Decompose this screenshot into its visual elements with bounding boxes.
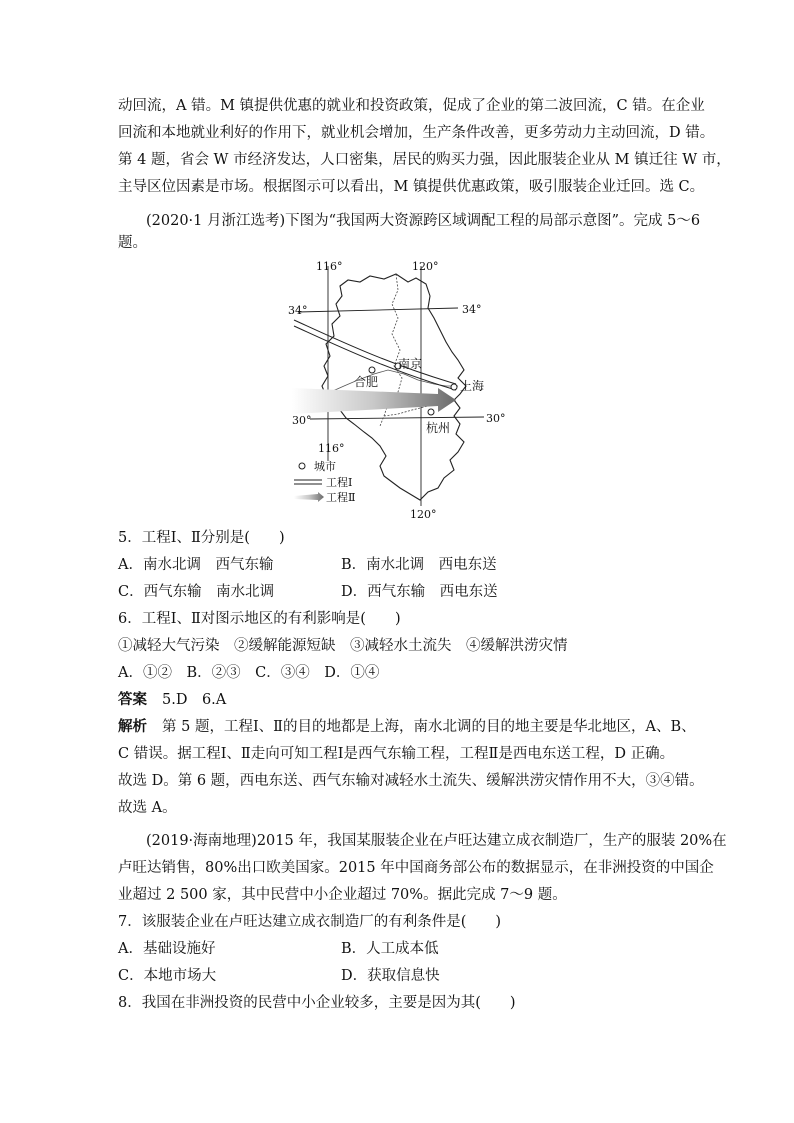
label-120-bottom: 120° bbox=[410, 508, 437, 521]
label-30-left: 30° bbox=[292, 414, 312, 427]
legend-project-2-icon bbox=[294, 492, 324, 502]
intro-line-3: 第 4 题，省会 W 市经济发达，人口密集，居民的购买力强，因此服装企业从 M 镇迁往 W 市， bbox=[118, 152, 731, 168]
legend-city-icon bbox=[299, 463, 305, 469]
label-shanghai: 上海 bbox=[460, 379, 485, 393]
resource-transfer-map bbox=[288, 256, 518, 522]
answer-label: 答案 bbox=[118, 691, 147, 708]
q5-option-a: A．南水北调 西气东输 bbox=[118, 557, 274, 573]
q79-stem-line-3: 业超过 2 500 家，其中民营中小企业超过 70%。据此完成 7～9 题。 bbox=[118, 887, 567, 903]
q5-option-d: D．西气东输 西电东送 bbox=[341, 584, 498, 600]
q6-stem: 6．工程Ⅰ、Ⅱ对图示地区的有利影响是( ) bbox=[118, 611, 401, 627]
q5-option-c: C．西气东输 南水北调 bbox=[118, 584, 275, 600]
legend-project-1-label: 工程Ⅰ bbox=[326, 476, 353, 489]
legend-city-label: 城市 bbox=[314, 460, 336, 473]
label-nanjing: 南京 bbox=[398, 357, 423, 371]
label-34-left: 34° bbox=[288, 304, 308, 317]
label-30-right: 30° bbox=[486, 412, 506, 425]
intro-line-2: 回流和本地就业利好的作用下，就业机会增加，生产条件改善，更多劳动力主动回流，D 错。 bbox=[118, 125, 715, 141]
answer-text: 5.D 6.A bbox=[162, 692, 227, 708]
q7-option-c: C．本地市场大 bbox=[118, 968, 217, 984]
q6-items: ①减轻大气污染 ②缓解能源短缺 ③减轻水土流失 ④缓解洪涝灾情 bbox=[118, 638, 568, 654]
analysis-line-4: 故选 A。 bbox=[118, 800, 177, 816]
city-shanghai-icon bbox=[451, 384, 457, 390]
q7-stem: 7．该服装企业在卢旺达建立成衣制造厂的有利条件是( ) bbox=[118, 914, 502, 930]
q5-stem: 5．工程Ⅰ、Ⅱ分别是( ) bbox=[118, 530, 285, 546]
label-hangzhou: 杭州 bbox=[426, 421, 451, 435]
q56-stem-line-2: 题。 bbox=[118, 235, 147, 251]
analysis-line-3: 故选 D。第 6 题，西电东送、西气东输对减轻水土流失、缓解洪涝灾情作用不大，③④错。 bbox=[118, 773, 704, 789]
q8-stem: 8．我国在非洲投资的民营中小企业较多，主要是因为其( ) bbox=[118, 995, 516, 1011]
q56-stem-line-1: (2020·1 月浙江选考)下图为“我国两大资源跨区域调配工程的局部示意图”。完成 5～6 bbox=[146, 213, 701, 229]
intro-line-1: 动回流，A 错。M 镇提供优惠的就业和投资政策，促成了企业的第二波回流，C 错。在企业 bbox=[118, 98, 705, 114]
label-hefei: 合肥 bbox=[354, 375, 379, 389]
q7-option-d: D．获取信息快 bbox=[341, 968, 440, 984]
analysis-line-1: 第 5 题，工程Ⅰ、Ⅱ的目的地都是上海，南水北调的目的地主要是华北地区，A、B、 bbox=[162, 719, 696, 735]
q7-option-a: A．基础设施好 bbox=[118, 941, 216, 957]
q79-stem-line-1: (2019·海南地理)2015 年，我国某服装企业在卢旺达建立成衣制造厂，生产的服装 20%在 bbox=[146, 833, 727, 849]
intro-line-4: 主导区位因素是市场。根据图示可以看出，M 镇提供优惠政策，吸引服装企业迁回。选 C。 bbox=[118, 179, 705, 195]
label-116-bottom: 116° bbox=[318, 442, 345, 455]
parallel-34 bbox=[298, 308, 458, 312]
label-116-top: 116° bbox=[316, 260, 343, 273]
analysis-label: 解析 bbox=[118, 718, 147, 735]
q6-options: A．①② B．②③ C．③④ D．①④ bbox=[118, 665, 380, 681]
city-hefei-icon bbox=[369, 367, 375, 373]
q5-option-b: B．南水北调 西电东送 bbox=[341, 557, 497, 573]
label-34-right: 34° bbox=[462, 303, 482, 316]
q7-option-b: B．人工成本低 bbox=[341, 941, 439, 957]
city-hangzhou-icon bbox=[428, 409, 434, 415]
legend-project-2-label: 工程Ⅱ bbox=[326, 491, 356, 504]
q79-stem-line-2: 卢旺达销售，80%出口欧美国家。2015 年中国商务部公布的数据显示，在非洲投资的中国企 bbox=[118, 860, 714, 876]
label-120-top: 120° bbox=[412, 260, 439, 273]
analysis-line-2: C 错误。据工程Ⅰ、Ⅱ走向可知工程Ⅰ是西气东输工程，工程Ⅱ是西电东送工程，D 正确。 bbox=[118, 746, 675, 762]
parallel-30 bbox=[310, 417, 484, 419]
